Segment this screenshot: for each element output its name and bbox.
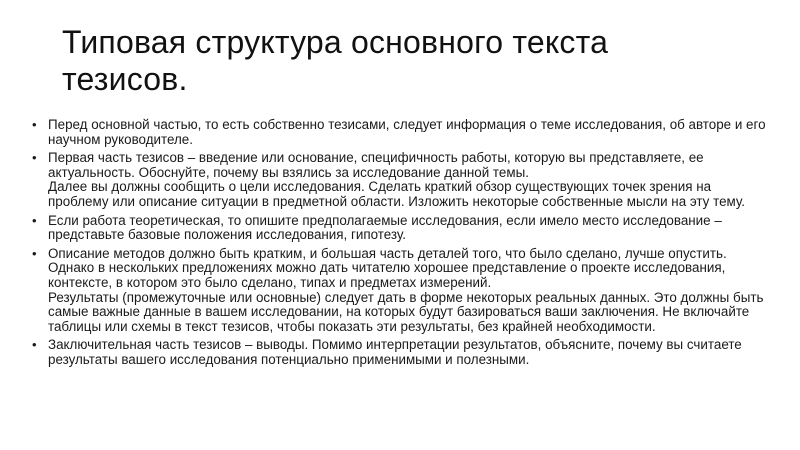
bullet-marker: • (32, 245, 37, 261)
bullet-paragraph: Если работа теоретическая, то опишите предполагаемые исследования, если имело место исследование – представьте базовые положения исследования, гипотезу. (48, 212, 722, 243)
bullet-item-intro-info (30, 118, 770, 147)
bullet-marker: • (32, 212, 37, 228)
bullet-paragraph: Перед основной частью, то есть собственно тезисами, следует информация о теме исследования, об авторе и его научном руководителе. (48, 117, 766, 147)
bullet-paragraph: Далее вы должны сообщить о цели исследования. Сделать краткий обзор существующих точек зрения на проблему или описание ситуации в предметной области. Изложить некоторые собственные мысли на эту тему. (48, 179, 745, 209)
bullet-paragraph: Результаты (промежуточные или основные) следует дать в форме некоторых реальных данных. Это должны быть самые важные данные в вашем исследовании, на которых будут базироваться ваши заключения. Не включайте таблицы или схемы в текст тезисов, чтобы показать эти результаты, без крайней необходимости. (48, 289, 764, 334)
bullet-paragraph: Описание методов должно быть кратким, и большая часть деталей того, что было сделано, лучше опустить. Однако в нескольких предложениях можно дать читателю хорошее представление о проекте исследования, контексте, в котором это было сделано, типах и предметах измерений. (48, 245, 727, 290)
bullet-paragraph: Первая часть тезисов – введение или основание, специфичность работы, которую вы представляете, ее актуальность. Обоснуйте, почему вы взялись за исследование данной темы. (48, 150, 704, 180)
bullet-item-theoretical (30, 214, 770, 243)
bullet-marker: • (32, 150, 37, 166)
bullet-item-introduction (30, 151, 770, 209)
bullet-item-conclusion (30, 338, 770, 367)
bullet-list (30, 104, 770, 372)
bullet-marker: • (32, 117, 37, 132)
bullet-item-methods-results (30, 247, 770, 335)
bullet-paragraph: Заключительная часть тезисов – выводы. Помимо интерпретации результатов, объясните, почему вы считаете результаты вашего исследования потенциально применимыми и полезными. (48, 337, 742, 367)
bullet-marker: • (32, 337, 37, 353)
slide-title: Типовая структура основного текста тезисов. (62, 24, 609, 97)
